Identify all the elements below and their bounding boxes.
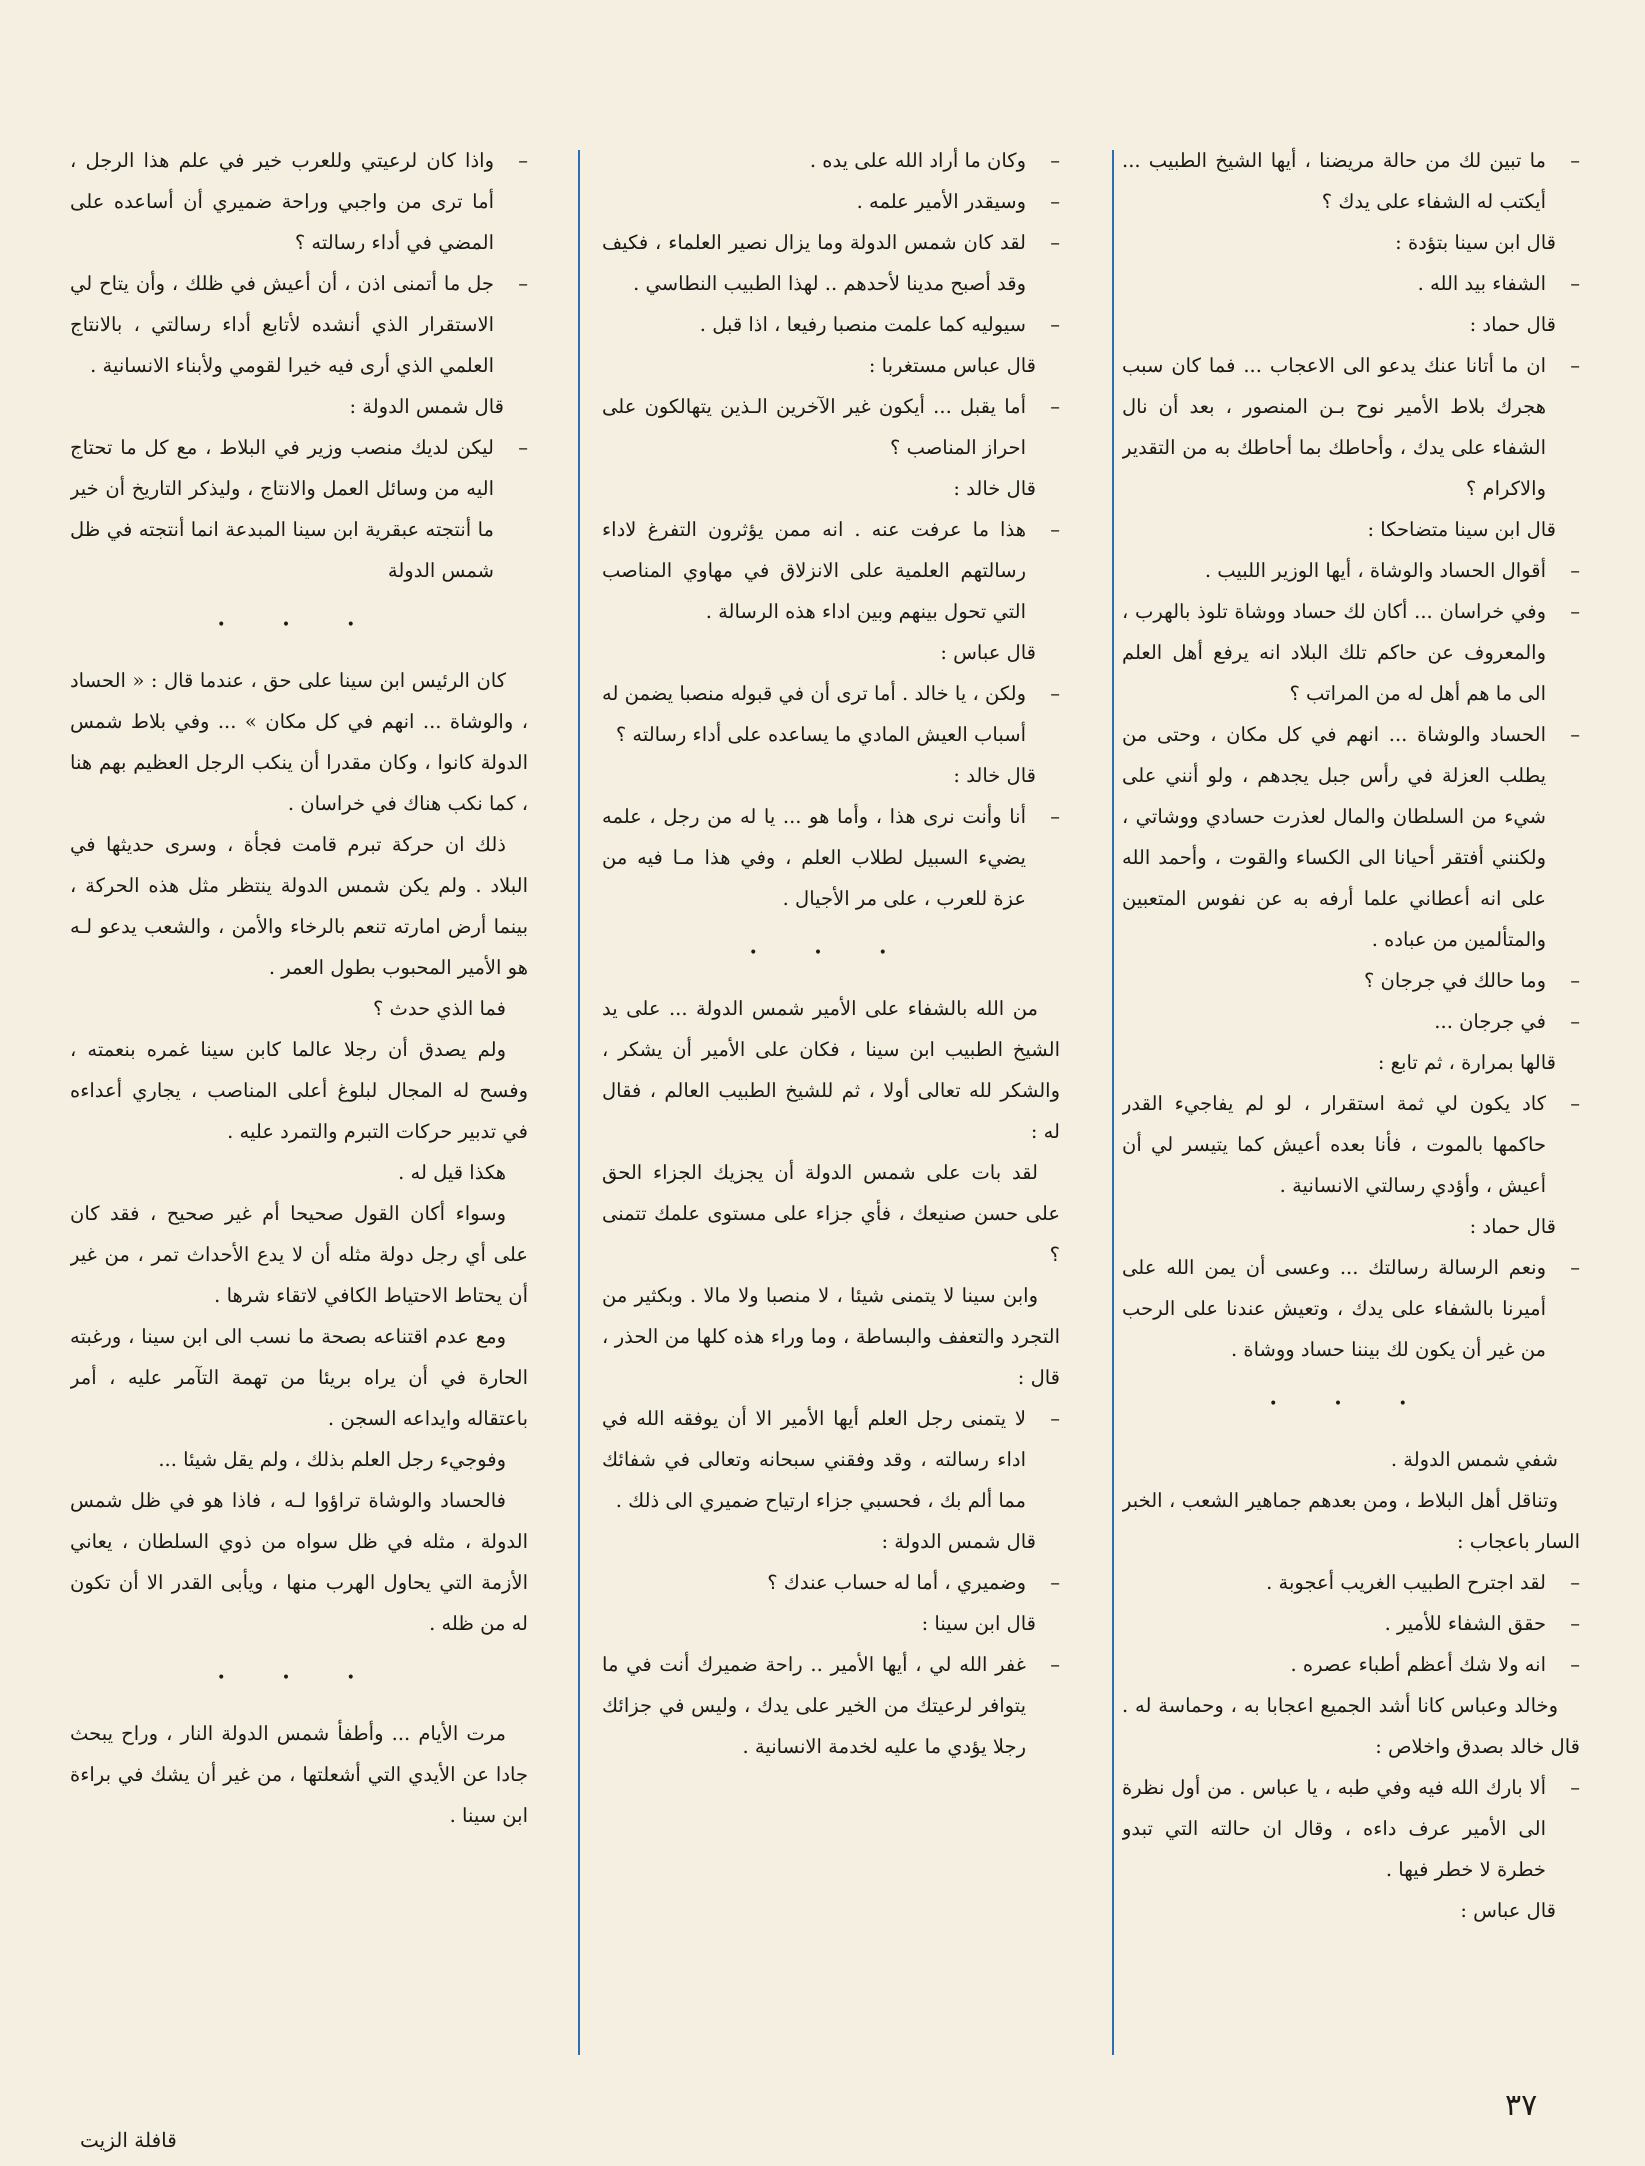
speaker-attribution: قال ابن سينا : [921,1612,1036,1635]
narrative-paragraph: وفوجيء رجل العلم بذلك ، ولم يقل شيئا ... [158,1448,506,1471]
dialogue-line: – سيوليه كما علمت منصبا رفيعا ، اذا قبل . [602,304,1060,345]
dialogue-line: – ما تبين لك من حالة مريضنا ، أيها الشيخ الطبيب ... أيكتب له الشفاء على يدك ؟ [1122,140,1580,222]
speaker-attribution: قال عباس : [1460,1899,1556,1922]
narrative-paragraph: ومع عدم اقتناعه بصحة ما نسب الى ابن سينا ، ورغبته الحارة في أن يراه بريئا من تهمة التآمر عليه ، أمر باعتقاله وايداعه السجن . [70,1325,528,1430]
dialogue-line: – أقوال الحساد والوشاة ، أيها الوزير اللبيب . [1122,550,1580,591]
dialogue-line: – وضميري ، أما له حساب عندك ؟ [602,1562,1060,1603]
dialogue-line: – لقد اجترح الطبيب الغريب أعجوبة . [1122,1562,1580,1603]
dialogue-line: – غفر الله لي ، أيها الأمير .. راحة ضميرك أنت في ما يتوافر لرعيتك من الخير على يدك ، وليس في جزائك رجلا يؤدي ما عليه لخدمة الانسانية . [602,1644,1060,1767]
narrative-paragraph: وتناقل أهل البلاط ، ومن بعدهم جماهير الشعب ، الخبر السار باعجاب : [1122,1489,1580,1553]
dialogue-line: – الشفاء بيد الله . [1122,263,1580,304]
speaker-attribution: قال حماد : [1469,1215,1556,1238]
narrative-paragraph: ولم يصدق أن رجلا عالما كابن سينا غمره بنعمته ، وفسح له المجال لبلوغ أعلى المناصب ، يجاري أعداءه في تدبير حركات التبرم والتمرد عليه . [70,1038,528,1143]
section-separator: • • • [217,1670,381,1686]
dialogue-line: – وما حالك في جرجان ؟ [1122,960,1580,1001]
dialogue-line: – ونعم الرسالة رسالتك ... وعسى أن يمن الله على أميرنا بالشفاء على يدك ، وتعيش عندنا على الرحب من غير أن يكون لك بيننا حساد ووشاة . [1122,1247,1580,1370]
dialogue-line: – واذا كان لرعيتي وللعرب خير في علم هذا الرجل ، أما ترى من واجبي وراحة ضميري أن أساعده على المضي في أداء رسالته ؟ [70,140,528,263]
speaker-attribution: قال ابن سينا متضاحكا : [1367,518,1556,541]
dialogue-line: – هذا ما عرفت عنه . انه ممن يؤثرون التفرغ لاداء رسالتهم العلمية على الانزلاق في مهاوي المناصب التي تحول بينهم وبين اداء هذه الرسالة . [602,509,1060,632]
narrative-paragraph: فالحساد والوشاة تراؤوا لـه ، فاذا هو في ظل شمس الدولة ، مثله في ظل سواه من ذوي السلطان ، يعاني الأزمة التي يحاول الهرب منها ، ويأبى القدر الا أن تكون له من ظله . [70,1489,528,1635]
column-divider-left [578,150,580,2055]
narrative-paragraph: هكذا قيل له . [398,1161,506,1184]
dialogue-line: – الحساد والوشاة ... انهم في كل مكان ، وحتى من يطلب العزلة في رأس جبل يجدهم ، ولو أنني على شيء من السلطان والمال لعذرت حسادي ووشاتي ، ولكنني أفتقر أحيانا الى الكساء والقوت ، وأحمد الله على انه أعطاني علما أرفه به عن نفوس المتعبين والمتألمين من عباده . [1122,714,1580,960]
article-page [70,140,1580,2075]
page-number: ٣٧ [1505,2088,1538,2123]
text-column-middle [602,140,1060,2075]
dialogue-line: – ولكن ، يا خالد . أما ترى أن في قبوله منصبا يضمن له أسباب العيش المادي ما يساعده على أداء رسالته ؟ [602,673,1060,755]
dialogue-line: – أما يقبل ... أيكون غير الآخرين الـذين يتهالكون على احراز المناصب ؟ [602,386,1060,468]
speaker-attribution: قال ابن سينا بتؤدة : [1395,231,1556,254]
narrative-paragraph: لقد بات على شمس الدولة أن يجزيك الجزاء الحق على حسن صنيعك ، فأي جزاء على مستوى علمك تتمنى ؟ [602,1161,1060,1266]
speaker-attribution: قال عباس مستغربا : [868,354,1036,377]
dialogue-line: – جل ما أتمنى اذن ، أن أعيش في ظلك ، وأن يتاح لي الاستقرار الذي أنشده لأتابع أداء رسالتي ، بالانتاج العلمي الذي أرى فيه خيرا لقومي ولأبناء الانسانية . [70,263,528,386]
narrative-paragraph: مرت الأيام ... وأطفأ شمس الدولة النار ، وراح يبحث جادا عن الأيدي التي أشعلتها ، من غير أن يشك في براءة ابن سينا . [70,1722,528,1827]
speaker-attribution: قالها بمرارة ، ثم تابع : [1377,1051,1556,1074]
speaker-attribution: قال شمس الدولة : [349,395,504,418]
magazine-name: قافلة الزيت [80,2128,177,2152]
narrative-paragraph: شفي شمس الدولة . [1390,1448,1558,1471]
dialogue-line: – لقد كان شمس الدولة وما يزال نصير العلماء ، فكيف وقد أصبح مدينا لأحدهم .. لهذا الطبيب النطاسي . [602,222,1060,304]
speaker-attribution: قال حماد : [1469,313,1556,336]
text-column-right [1122,140,1580,2075]
section-separator: • • • [1269,1396,1433,1412]
speaker-attribution: قال خالد : [953,477,1036,500]
narrative-paragraph: من الله بالشفاء على الأمير شمس الدولة ... على يد الشيخ الطبيب ابن سينا ، فكان على الأمير أن يشكر ، والشكر لله تعالى أولا ، ثم للشيخ الطبيب العالم ، فقال له : [602,997,1060,1143]
speaker-attribution: قال عباس : [940,641,1036,664]
text-column-left [70,140,528,2075]
section-separator: • • • [217,617,381,633]
dialogue-line: – حقق الشفاء للأمير . [1122,1603,1580,1644]
dialogue-line: – وفي خراسان ... أكان لك حساد ووشاة تلوذ بالهرب ، والمعروف عن حاكم تلك البلاد انه يرفع أهل العلم الى ما هم أهل له من المراتب ؟ [1122,591,1580,714]
dialogue-line: – في جرجان ... [1122,1001,1580,1042]
section-separator: • • • [749,945,913,961]
narrative-paragraph: وخالد وعباس كانا أشد الجميع اعجابا به ، وحماسة له . قال خالد بصدق واخلاص : [1122,1694,1580,1758]
dialogue-line: – ان ما أتانا عنك يدعو الى الاعجاب ... فما كان سبب هجرك بلاط الأمير نوح بـن المنصور ، بعد أن نال الشفاء على يدك ، وأحاطك بما أحاطك به من التقدير والاكرام ؟ [1122,345,1580,509]
dialogue-line: – لا يتمنى رجل العلم أيها الأمير الا أن يوفقه الله في اداء رسالته ، وقد وفقني سبحانه وتعالى في شفائك مما ألم بك ، فحسبي جزاء ارتياح ضميري الى ذلك . [602,1398,1060,1521]
column-divider-right [1112,150,1114,2055]
narrative-paragraph: وابن سينا لا يتمنى شيئا ، لا منصبا ولا مالا . وبكثير من التجرد والتعفف والبساطة ، وما وراء هذه كلها من الحذر ، قال : [602,1284,1060,1389]
narrative-paragraph: ذلك ان حركة تبرم قامت فجأة ، وسرى حديثها في البلاد . ولم يكن شمس الدولة ينتظر مثل هذه الحركة ، بينما أرض امارته تنعم بالرخاء والأمن ، والشعب يدعو لـه هو الأمير المحبوب بطول العمر . [70,833,528,979]
speaker-attribution: قال شمس الدولة : [881,1530,1036,1553]
dialogue-line: – وسيقدر الأمير علمه . [602,181,1060,222]
narrative-paragraph: وسواء أكان القول صحيحا أم غير صحيح ، فقد كان على أي رجل دولة مثله أن لا يدع الأحداث تمر ، من غير أن يحتاط الاحتياط الكافي لاتقاء شرها . [70,1202,528,1307]
dialogue-line: – كاد يكون لي ثمة استقرار ، لو لم يفاجيء القدر حاكمها بالموت ، فأنا بعده أعيش كما يتيسر لي أن أعيش ، وأؤدي رسالتي الانسانية . [1122,1083,1580,1206]
speaker-attribution: قال خالد : [953,764,1036,787]
narrative-paragraph: كان الرئيس ابن سينا على حق ، عندما قال : « الحساد ، والوشاة ... انهم في كل مكان » ... وفي بلاط شمس الدولة كانوا ، وكان مقدرا أن ينكب الرجل العظيم بهم هنا ، كما نكب هناك في خراسان . [70,669,528,815]
dialogue-line: – ليكن لديك منصب وزير في البلاط ، مع كل ما تحتاج اليه من وسائل العمل والانتاج ، وليذكر التاريخ أن خير ما أنتجته عبقرية ابن سينا المبدعة انما أنتجته في ظل شمس الدولة [70,427,528,591]
dialogue-line: – وكان ما أراد الله على يده . [602,140,1060,181]
dialogue-line: – ألا بارك الله فيه وفي طبه ، يا عباس . من أول نظرة الى الأمير عرف داءه ، وقال ان حالته التي تبدو خطرة لا خطر فيها . [1122,1767,1580,1890]
narrative-paragraph: فما الذي حدث ؟ [373,997,506,1020]
dialogue-line: – أنا وأنت نرى هذا ، وأما هو ... يا له من رجل ، علمه يضيء السبيل لطلاب العلم ، وفي هذا مـا فيه من عزة للعرب ، على مر الأجيال . [602,796,1060,919]
dialogue-line: – انه ولا شك أعظم أطباء عصره . [1122,1644,1580,1685]
